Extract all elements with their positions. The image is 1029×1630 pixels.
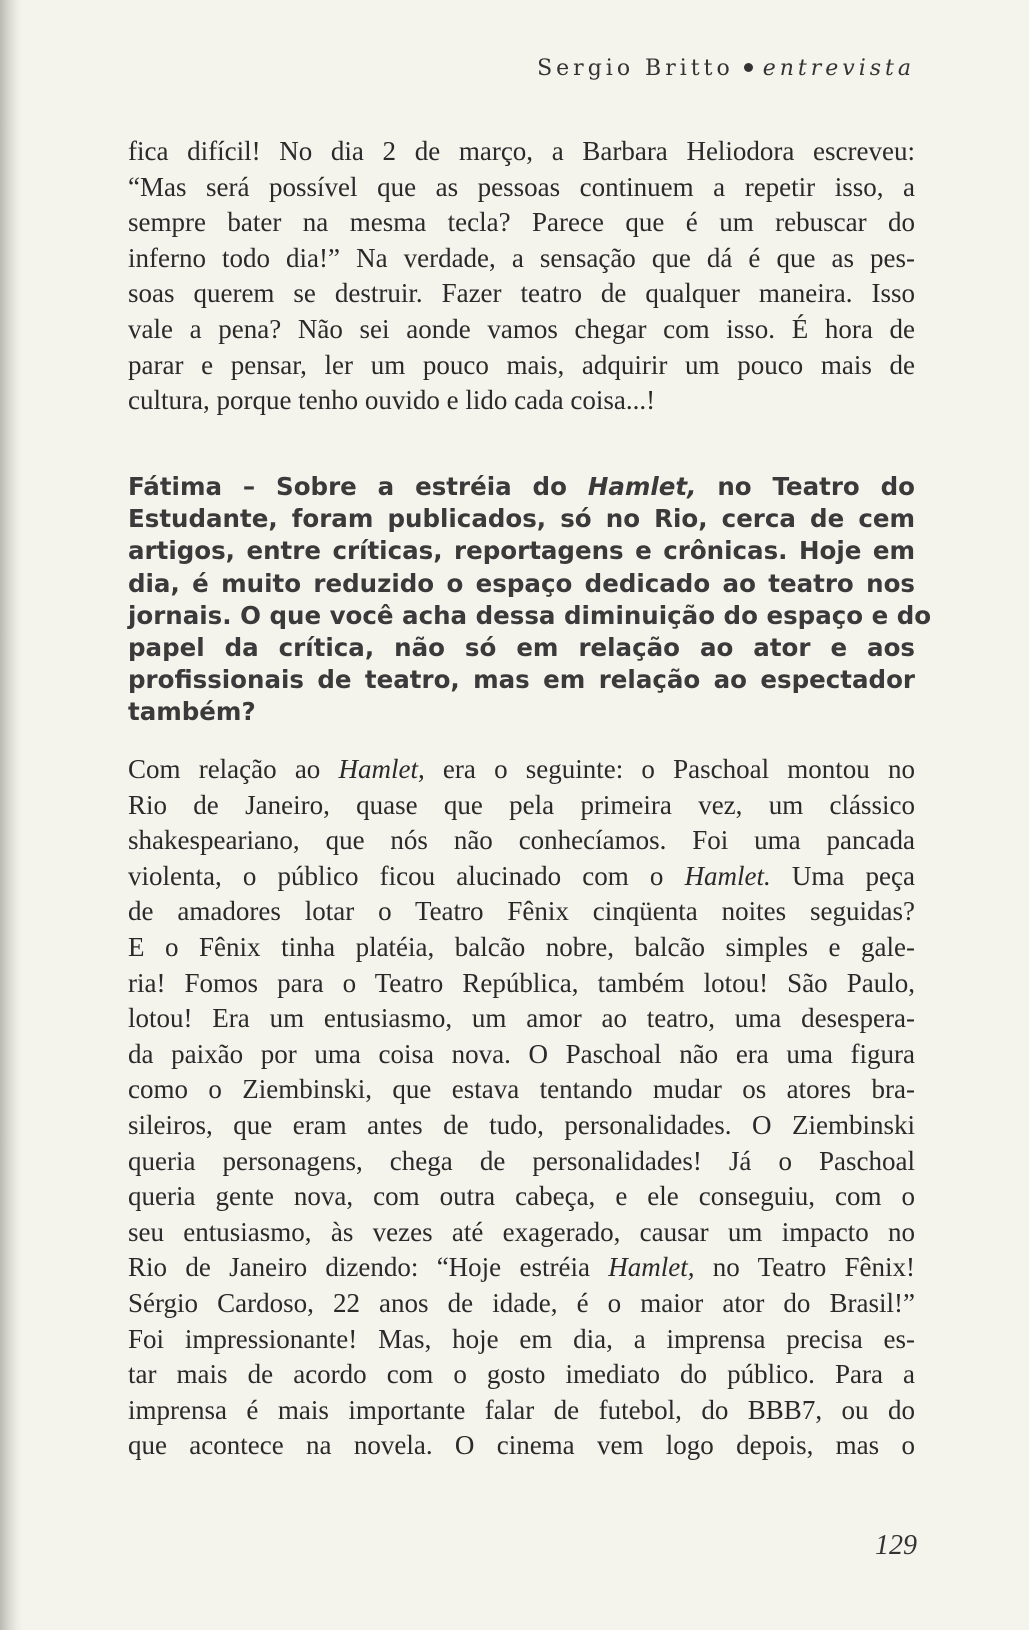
question-line: jornais. O que você acha dessa diminuição do espaço e do	[128, 600, 932, 630]
text-line: vale a pena? Não sei aonde vamos chegar com isso. É hora de	[128, 313, 915, 344]
text-line: soas querem se destruir. Fazer teatro de qualquer maneira. Isso	[128, 278, 915, 309]
question-line: também?	[128, 697, 256, 727]
question-italic-title: Hamlet,	[587, 472, 697, 501]
bullet-icon	[744, 63, 753, 72]
question-line: dia, é muito reduzido o espaço dedicado ao teatro nos	[128, 568, 915, 598]
paragraph-1	[128, 134, 915, 419]
running-head-section: entrevista	[762, 56, 915, 81]
question-line: profissionais de teatro, mas em relação ao espectador	[128, 665, 915, 695]
text-line: shakespeariano, que nós não conhecíamos. Foi uma pancada	[128, 825, 915, 856]
paragraph-2	[128, 752, 915, 1464]
text-line: queria gente nova, com outra cabeça, e ele conseguiu, com o	[128, 1181, 915, 1212]
text-line: Foi impressionante! Mas, hoje em dia, a imprensa precisa es-	[128, 1323, 915, 1354]
text-line	[128, 859, 915, 895]
text-line: tar mais de acordo com o gosto imediato do público. Para a	[128, 1359, 915, 1390]
text-line: que acontece na novela. O cinema vem logo depois, mas o	[128, 1430, 915, 1461]
text-line: seu entusiasmo, às vezes até exagerado, causar um impacto no	[128, 1216, 915, 1247]
text-span: Uma peça	[770, 860, 915, 891]
text-line: E o Fênix tinha platéia, balcão nobre, balcão simples e gale-	[128, 931, 915, 962]
running-head	[537, 56, 915, 81]
text-line: “Mas será possível que as pessoas continuem a repetir isso, a	[128, 171, 915, 202]
text-line: sempre bater na mesma tecla? Parece que é um rebuscar do	[128, 207, 915, 238]
text-line: queria personagens, chega de personalidades! Já o Paschoal	[128, 1145, 915, 1176]
question-line: artigos, entre críticas, reportagens e crônicas. Hoje em	[128, 536, 915, 566]
text-span: Com relação ao	[128, 754, 339, 784]
text-line	[128, 1250, 915, 1286]
text-span: Rio de Janeiro dizendo: “Hoje estréia	[128, 1252, 609, 1283]
text-line: sileiros, que eram antes de tudo, personalidades. O Ziembinski	[128, 1109, 915, 1140]
text-span: violenta, o público ficou alucinado com o	[128, 860, 685, 891]
italic-title: Hamlet,	[338, 754, 425, 784]
italic-title: Hamlet.	[684, 860, 771, 891]
question-text: no Teatro do	[696, 472, 915, 501]
text-line: cultura, porque tenho ouvido e lido cada coisa...!	[128, 385, 656, 416]
interview-question	[128, 471, 932, 729]
question-line: Estudante, foram publicados, só no Rio, cerca de cem	[128, 504, 915, 534]
text-line: imprensa é mais importante falar de futebol, do BBB7, ou do	[128, 1394, 915, 1425]
page-number: 129	[875, 1530, 917, 1561]
text-span: no Teatro Fênix!	[694, 1252, 915, 1283]
text-line: da paixão por uma coisa nova. O Paschoal não era uma figura	[128, 1038, 915, 1069]
text-span: era o seguinte: o Paschoal montou no	[424, 754, 915, 784]
italic-title: Hamlet,	[608, 1252, 695, 1283]
text-line: inferno todo dia!” Na verdade, a sensação que dá é que as pes-	[128, 242, 915, 273]
text-line: parar e pensar, ler um pouco mais, adquirir um pouco mais de	[128, 349, 915, 380]
text-line: Sérgio Cardoso, 22 anos de idade, é o maior ator do Brasil!”	[128, 1287, 915, 1318]
question-line: papel da crítica, não só em relação ao ator e aos	[128, 633, 915, 663]
text-line: Rio de Janeiro, quase que pela primeira vez, um clássico	[128, 789, 915, 820]
text-line	[128, 752, 915, 788]
question-line	[128, 471, 915, 503]
question-text: Fátima – Sobre a estréia do	[128, 472, 588, 501]
text-line: fica difícil! No dia 2 de março, a Barbara Heliodora escreveu:	[128, 136, 915, 166]
text-line: como o Ziembinski, que estava tentando mudar os atores bra-	[128, 1074, 915, 1105]
text-line: de amadores lotar o Teatro Fênix cinqüenta noites seguidas?	[128, 896, 915, 927]
text-line: lotou! Era um entusiasmo, um amor ao teatro, uma desespera-	[128, 1003, 915, 1034]
text-line: ria! Fomos para o Teatro República, também lotou! São Paulo,	[128, 967, 915, 998]
spine-shadow	[0, 0, 22, 1630]
running-head-author: Sergio Britto	[537, 56, 734, 81]
